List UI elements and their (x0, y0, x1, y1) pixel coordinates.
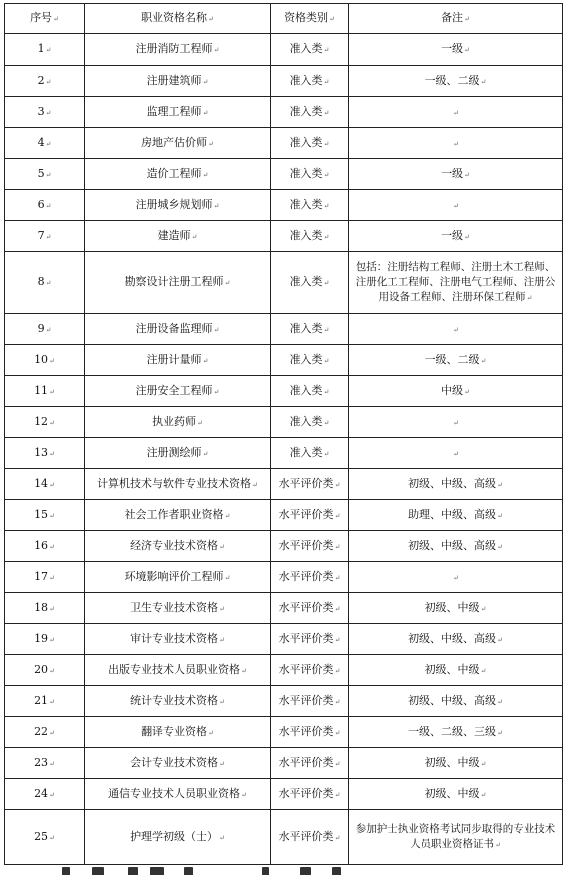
cell-remarks: ↵ (349, 407, 563, 438)
cell-qualification-category: 准入类↵ (271, 159, 349, 190)
cell-serial-number: 24↵ (5, 779, 85, 810)
cell-qualification-category: 准入类↵ (271, 252, 349, 314)
cell-qualification-category: 准入类↵ (271, 190, 349, 221)
table-row (5, 562, 563, 593)
header-serial-number: 序号↵ (5, 4, 85, 34)
cell-serial-number: 23↵ (5, 748, 85, 779)
cell-remarks: ↵ (349, 97, 563, 128)
cell-serial-number: 21↵ (5, 686, 85, 717)
cell-qualification-category: 准入类↵ (271, 376, 349, 407)
cell-remarks: 初级、中级↵ (349, 593, 563, 624)
table-row (5, 655, 563, 686)
cell-qualification-category: 准入类↵ (271, 34, 349, 66)
cell-qualification-category: 准入类↵ (271, 128, 349, 159)
cell-qualification-category: 水平评价类↵ (271, 500, 349, 531)
table-body (5, 34, 563, 865)
cell-qualification-category: 水平评价类↵ (271, 655, 349, 686)
table-row (5, 221, 563, 252)
cell-serial-number: 17↵ (5, 562, 85, 593)
table-row (5, 624, 563, 655)
table-row (5, 159, 563, 190)
cell-serial-number: 5↵ (5, 159, 85, 190)
cell-serial-number: 19↵ (5, 624, 85, 655)
table-row (5, 128, 563, 159)
cell-qualification-name: 注册城乡规划师↵ (85, 190, 271, 221)
cell-serial-number: 9↵ (5, 314, 85, 345)
cell-qualification-name: 统计专业技术资格↵ (85, 686, 271, 717)
cell-remarks: 初级、中级、高级↵ (349, 624, 563, 655)
cell-remarks: ↵ (349, 562, 563, 593)
table-row (5, 66, 563, 97)
cell-serial-number: 16↵ (5, 531, 85, 562)
cell-serial-number: 2↵ (5, 66, 85, 97)
cell-qualification-name: 通信专业技术人员职业资格↵ (85, 779, 271, 810)
cropped-text-fragment (0, 863, 566, 875)
header-remarks: 备注↵ (349, 4, 563, 34)
cell-qualification-category: 水平评价类↵ (271, 748, 349, 779)
cell-serial-number: 7↵ (5, 221, 85, 252)
cell-remarks: 一级、二级、三级↵ (349, 717, 563, 748)
cell-remarks: 一级、二级↵ (349, 66, 563, 97)
cell-qualification-name: 注册建筑师↵ (85, 66, 271, 97)
table-row (5, 252, 563, 314)
table-header-row (5, 4, 563, 34)
cell-qualification-name: 翻译专业资格↵ (85, 717, 271, 748)
header-qualification-category: 资格类别↵ (271, 4, 349, 34)
table-row (5, 500, 563, 531)
table-row (5, 810, 563, 865)
cell-qualification-category: 准入类↵ (271, 438, 349, 469)
cell-qualification-name: 卫生专业技术资格↵ (85, 593, 271, 624)
table-row (5, 97, 563, 128)
cell-serial-number: 22↵ (5, 717, 85, 748)
cell-qualification-name: 注册设备监理师↵ (85, 314, 271, 345)
cell-remarks: 初级、中级↵ (349, 655, 563, 686)
cell-remarks: 初级、中级、高级↵ (349, 469, 563, 500)
table-row (5, 779, 563, 810)
cell-remarks: 中级↵ (349, 376, 563, 407)
cell-qualification-category: 准入类↵ (271, 221, 349, 252)
cell-qualification-name: 计算机技术与软件专业技术资格↵ (85, 469, 271, 500)
cell-serial-number: 3↵ (5, 97, 85, 128)
table-row (5, 345, 563, 376)
qualification-table (4, 3, 563, 865)
cell-remarks: ↵ (349, 128, 563, 159)
cell-qualification-category: 准入类↵ (271, 407, 349, 438)
cell-qualification-name: 房地产估价师↵ (85, 128, 271, 159)
cell-remarks: 一级↵ (349, 221, 563, 252)
cell-remarks: 初级、中级↵ (349, 779, 563, 810)
cell-serial-number: 14↵ (5, 469, 85, 500)
table-row (5, 376, 563, 407)
cell-qualification-category: 准入类↵ (271, 314, 349, 345)
table-row (5, 438, 563, 469)
cell-qualification-name: 建造师↵ (85, 221, 271, 252)
cell-serial-number: 12↵ (5, 407, 85, 438)
cell-remarks: 初级、中级、高级↵ (349, 686, 563, 717)
cell-qualification-name: 出版专业技术人员职业资格↵ (85, 655, 271, 686)
table-row (5, 748, 563, 779)
cell-qualification-category: 准入类↵ (271, 97, 349, 128)
cell-qualification-category: 水平评价类↵ (271, 531, 349, 562)
cell-remarks: 参加护士执业资格考试同步取得的专业技术人员职业资格证书↵ (349, 810, 563, 865)
cell-remarks: 助理、中级、高级↵ (349, 500, 563, 531)
cell-qualification-name: 经济专业技术资格↵ (85, 531, 271, 562)
table-row (5, 717, 563, 748)
cell-remarks: 一级、二级↵ (349, 345, 563, 376)
table-row (5, 34, 563, 66)
cell-remarks: ↵ (349, 190, 563, 221)
table-row (5, 314, 563, 345)
cell-qualification-name: 造价工程师↵ (85, 159, 271, 190)
cell-serial-number: 6↵ (5, 190, 85, 221)
cell-qualification-category: 准入类↵ (271, 345, 349, 376)
cell-qualification-name: 监理工程师↵ (85, 97, 271, 128)
cell-qualification-category: 水平评价类↵ (271, 779, 349, 810)
cell-qualification-name: 环境影响评价工程师↵ (85, 562, 271, 593)
cell-qualification-category: 准入类↵ (271, 66, 349, 97)
cell-qualification-category: 水平评价类↵ (271, 624, 349, 655)
cell-qualification-name: 注册消防工程师↵ (85, 34, 271, 66)
cell-qualification-category: 水平评价类↵ (271, 562, 349, 593)
cell-remarks: ↵ (349, 438, 563, 469)
cell-qualification-name: 执业药师↵ (85, 407, 271, 438)
cell-serial-number: 8↵ (5, 252, 85, 314)
cell-qualification-category: 水平评价类↵ (271, 469, 349, 500)
cell-qualification-category: 水平评价类↵ (271, 686, 349, 717)
cell-remarks: 初级、中级、高级↵ (349, 531, 563, 562)
cell-remarks: 初级、中级↵ (349, 748, 563, 779)
cell-serial-number: 15↵ (5, 500, 85, 531)
header-qualification-name: 职业资格名称↵ (85, 4, 271, 34)
cell-qualification-name: 社会工作者职业资格↵ (85, 500, 271, 531)
table-row (5, 531, 563, 562)
cell-qualification-name: 注册测绘师↵ (85, 438, 271, 469)
table-row (5, 469, 563, 500)
cell-qualification-category: 水平评价类↵ (271, 717, 349, 748)
cell-remarks: 包括：注册结构工程师、注册土木工程师、注册化工工程师、注册电气工程师、注册公用设备工程师、注册环保工程师↵ (349, 252, 563, 314)
cell-qualification-name: 注册计量师↵ (85, 345, 271, 376)
cell-serial-number: 18↵ (5, 593, 85, 624)
cell-serial-number: 25↵ (5, 810, 85, 865)
table-row (5, 407, 563, 438)
cell-serial-number: 4↵ (5, 128, 85, 159)
cell-remarks: 一级↵ (349, 159, 563, 190)
cell-remarks: ↵ (349, 314, 563, 345)
cell-remarks: 一级↵ (349, 34, 563, 66)
cell-qualification-name: 护理学初级（士）↵ (85, 810, 271, 865)
table-row (5, 593, 563, 624)
cell-serial-number: 1↵ (5, 34, 85, 66)
cell-serial-number: 20↵ (5, 655, 85, 686)
cell-qualification-name: 审计专业技术资格↵ (85, 624, 271, 655)
table-row (5, 686, 563, 717)
cell-qualification-name: 注册安全工程师↵ (85, 376, 271, 407)
cell-qualification-category: 水平评价类↵ (271, 593, 349, 624)
cell-qualification-name: 勘察设计注册工程师↵ (85, 252, 271, 314)
cell-serial-number: 13↵ (5, 438, 85, 469)
cell-qualification-category: 水平评价类↵ (271, 810, 349, 865)
table-row (5, 190, 563, 221)
cell-serial-number: 10↵ (5, 345, 85, 376)
cell-serial-number: 11↵ (5, 376, 85, 407)
cell-qualification-name: 会计专业技术资格↵ (85, 748, 271, 779)
